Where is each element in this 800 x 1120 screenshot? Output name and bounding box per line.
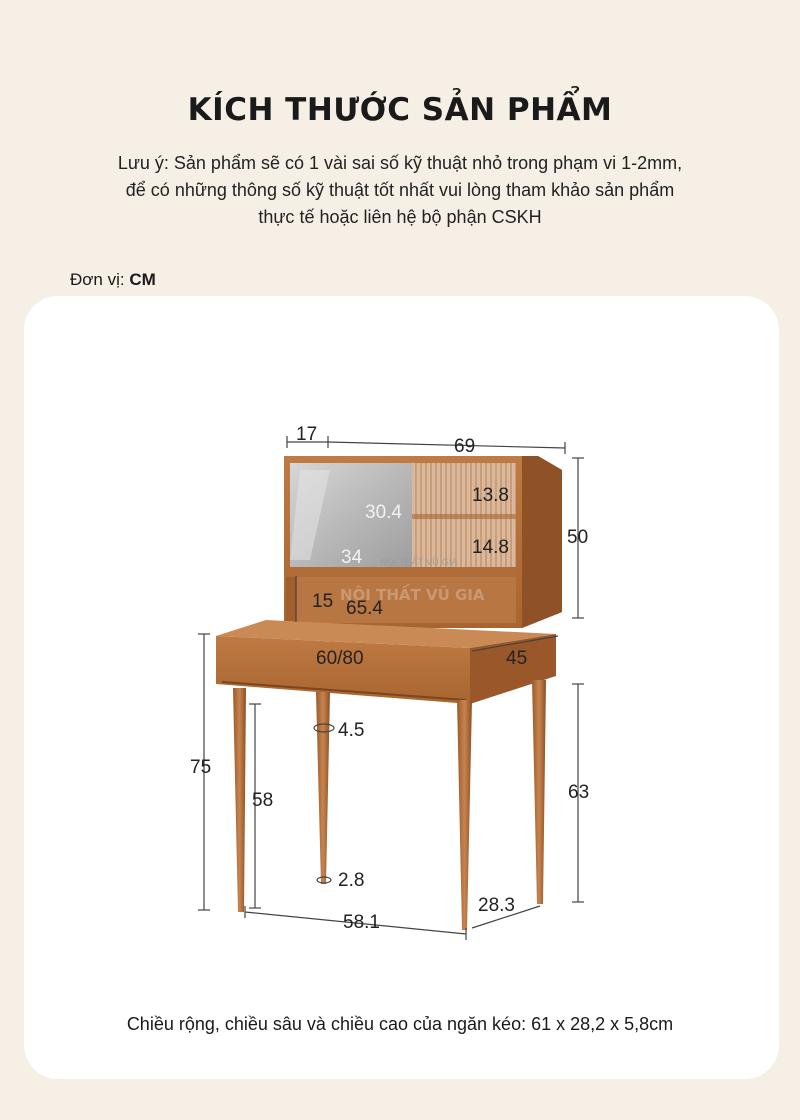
drawer-front [216, 636, 470, 704]
dim-leg-height: 58 [252, 790, 274, 811]
note-line: Lưu ý: Sản phẩm sẽ có 1 vài sai số kỹ thuật nhỏ trong phạm vi 1-2mm, [117, 153, 683, 173]
dim-hutch-side-width: 17 [296, 424, 318, 445]
hutch-middle-board [290, 567, 516, 577]
dim-total-height: 75 [190, 757, 212, 778]
dim-leg-top: 4.5 [338, 720, 365, 741]
open-shelf-divider [286, 577, 296, 623]
dim-front-leg-span: 58.1 [343, 912, 380, 933]
drawer-dimensions-caption: Chiều rộng, chiều sâu và chiều cao của ngăn kéo: 61 x 28,2 x 5,8cm [126, 1014, 674, 1034]
dim-side-leg-span: 28.3 [478, 895, 515, 916]
watermark-text: NỘI THẤT VŨ GIA [340, 586, 485, 604]
watermark-text: NỘI THẤT VŨ GIA [380, 558, 458, 568]
dim-mirror-width: 30.4 [365, 502, 402, 523]
dim-shelf-upper: 13.8 [472, 485, 509, 506]
desk-top [216, 620, 556, 704]
dim-open-shelf-height: 15 [312, 591, 334, 612]
note-line: để có những thông số kỹ thuật tốt nhất vui lòng tham khảo sản phẩm [125, 180, 675, 200]
dim-hutch-height: 50 [567, 527, 589, 548]
leg-back-left [316, 692, 330, 884]
dim-mirror-height: 34 [341, 547, 363, 568]
dim-hutch-width: 69 [454, 436, 476, 457]
dim-top-width: 60/80 [316, 648, 364, 669]
hutch-side-panel [522, 456, 562, 628]
unit-value: CM [129, 270, 156, 289]
legs [233, 680, 546, 930]
page-title: KÍCH THƯỚC SẢN PHẨM [187, 92, 613, 128]
dim-leg-bottom: 2.8 [338, 870, 365, 891]
leg-front-right [457, 700, 472, 930]
inner-shelf [412, 514, 516, 519]
note-line: thực tế hoặc liên hệ bộ phận CSKH [258, 207, 542, 227]
dim-depth: 45 [506, 648, 528, 669]
dim-shelf-lower: 14.8 [472, 537, 509, 558]
leg-back-right [532, 680, 546, 904]
unit-label-text: Đơn vị: [70, 270, 125, 289]
dim-knee-height: 63 [568, 782, 590, 803]
dim-open-shelf-width: 65.4 [346, 598, 383, 619]
leg-front-left [233, 688, 246, 912]
